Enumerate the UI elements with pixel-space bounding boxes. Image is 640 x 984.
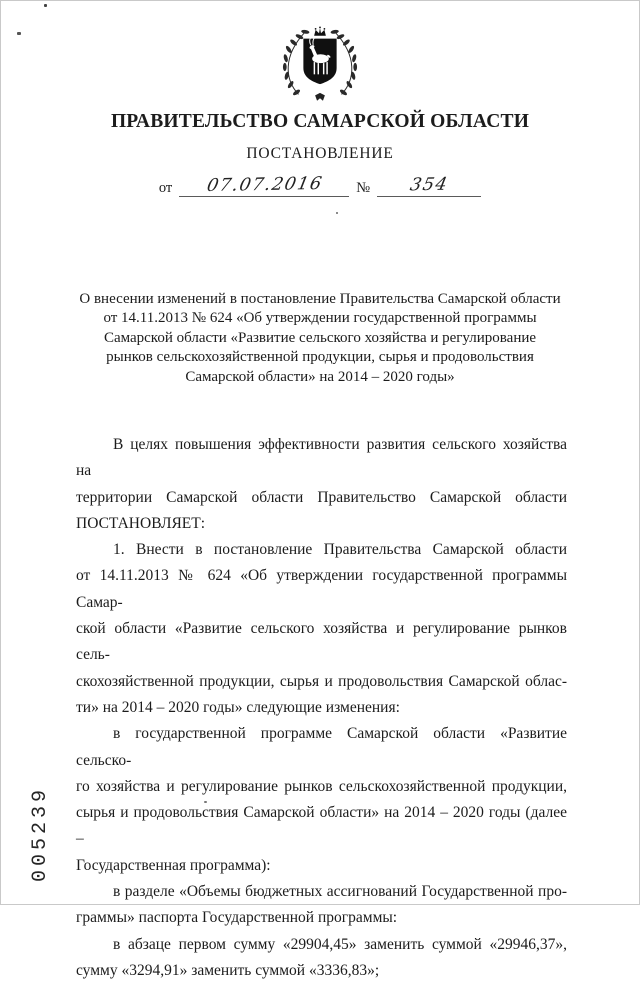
document-type-title: ПОСТАНОВЛЕНИЕ: [246, 145, 394, 162]
registration-stamp-number: 005239: [29, 785, 52, 882]
body-line: Государственная программа):: [76, 856, 271, 874]
body-line: сумму «3294,91» заменить суммой «3336,83»;: [76, 961, 380, 979]
body-line: ской области «Развитие сельского хозяйства и регулирование рынков сель-: [76, 620, 567, 664]
document-subject: [65, 290, 575, 387]
subject-line: О внесении изменений в постановление Правительства Самарской области: [79, 291, 561, 307]
body-line: В целях повышения эффективности развития сельского хозяйства на: [76, 436, 567, 480]
body-line: в разделе «Объемы бюджетных ассигнований Государственной про-: [113, 883, 567, 901]
date-underline: [179, 173, 349, 197]
scan-speck: [44, 4, 47, 7]
government-title: ПРАВИТЕЛЬСТВО САМАРСКОЙ ОБЛАСТИ: [110, 111, 530, 132]
body-line: граммы» паспорта Государственной программы:: [76, 909, 398, 927]
handwritten-date: 07.07.2016: [204, 173, 325, 197]
body-line: от 14.11.2013 № 624 «Об утверждении государственной программы Самар-: [76, 567, 567, 611]
handwritten-number: 354: [408, 174, 451, 196]
scan-speck: [17, 32, 21, 35]
body-line: 1. Внести в постановление Правительства Самарской области: [113, 541, 567, 559]
body-line: сырья и продовольствия Самарской области» на 2014 – 2020 годы (далее –: [76, 804, 567, 848]
body-line: го хозяйства и регулирование рынков сельскохозяйственной продукции,: [76, 777, 567, 795]
subject-line: Самарской области «Развитие сельского хозяйства и регулирование: [103, 329, 537, 346]
document-body: [76, 432, 567, 984]
number-sign-label: №: [356, 179, 371, 196]
body-line: территории Самарской области Правительство Самарской области: [76, 488, 567, 506]
samara-coat-of-arms-icon: [273, 23, 367, 116]
date-and-number-line: [1, 173, 639, 197]
body-line: в государственной программе Самарской области «Развитие сельско-: [76, 725, 567, 769]
body-line: в абзаце первом сумму «29904,45» заменить суммой «29946,37»,: [113, 935, 567, 953]
subject-line: от 14.11.2013 № 624 «Об утверждении государственной программы: [103, 310, 537, 327]
subject-line: Самарской области» на 2014 – 2020 годы»: [185, 368, 455, 385]
date-prefix-label: от: [158, 179, 173, 196]
body-line: скохозяйственной продукции, сырья и продовольствия Самарской облас-: [76, 672, 567, 690]
subject-line: рынков сельскохозяйственной продукции, сырья и продовольствия: [106, 349, 534, 366]
body-line: ПОСТАНОВЛЯЕТ:: [76, 514, 206, 532]
scan-speck: [336, 212, 338, 214]
body-line: ти» на 2014 – 2020 годы» следующие изменения:: [76, 698, 400, 716]
number-underline: [377, 174, 481, 197]
